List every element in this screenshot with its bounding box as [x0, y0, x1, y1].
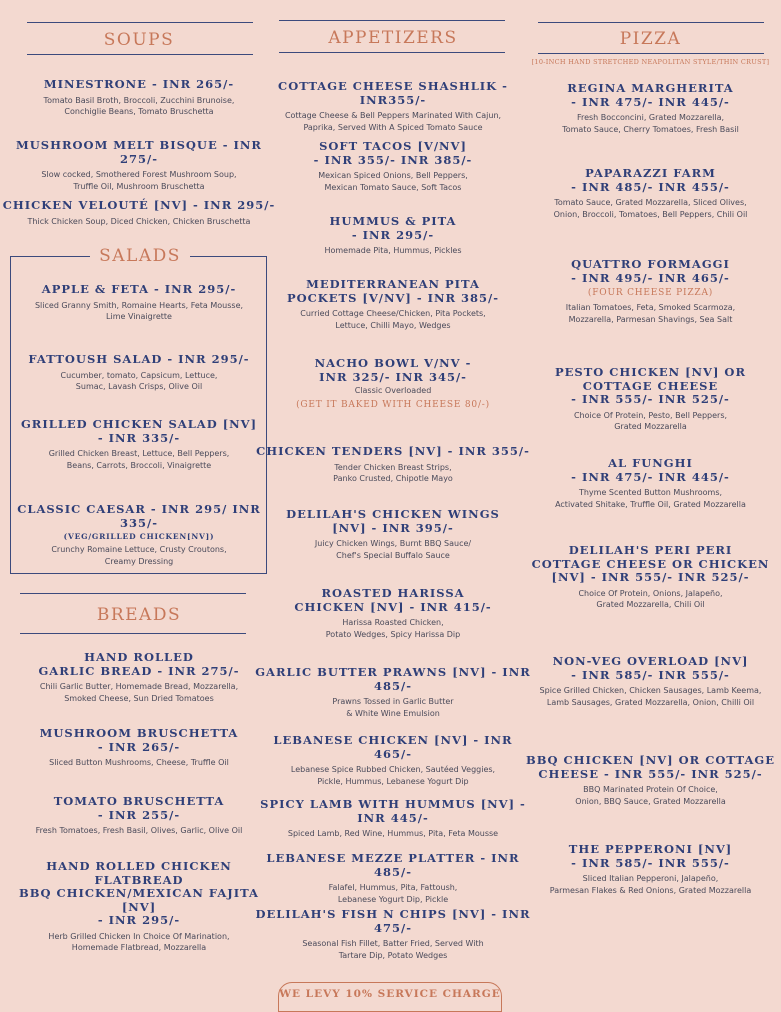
item-name: GRILLED CHICKEN SALAD [NV] - INR 335/-	[20, 417, 258, 445]
pizza-rule-bottom	[538, 53, 764, 54]
item-name: ROASTED HARISSA CHICKEN [NV] - INR 415/-	[294, 586, 492, 614]
item-name: LEBANESE MEZZE PLATTER - INR 485/-	[266, 851, 520, 879]
menu-item	[520, 843, 781, 896]
item-name: COTTAGE CHEESE SHASHLIK - INR355/-	[278, 79, 508, 107]
menu-item	[0, 651, 278, 704]
item-description: Curried Cottage Cheese/Chicken, Pita Pockets, Lettuce, Chilli Mayo, Wedges	[300, 309, 486, 330]
item-description: Chili Garlic Butter, Homemade Bread, Mozzarella, Smoked Cheese, Sun Dried Tomatoes	[39, 682, 239, 703]
item-description: Sliced Button Mushrooms, Cheese, Truffle Oil	[49, 758, 229, 767]
item-description: Tomato Sauce, Grated Mozzarella, Sliced Olives, Onion, Broccoli, Tomatoes, Bell Peppers, Chili Oil	[553, 198, 748, 219]
menu-item	[0, 860, 278, 954]
item-description: Fresh Bocconcini, Grated Mozzarella, Tomato Sauce, Cherry Tomatoes, Fresh Basil	[562, 113, 739, 134]
pizza-rule-top	[538, 22, 764, 23]
item-name: LEBANESE CHICKEN [NV] - INR 465/-	[273, 733, 513, 761]
menu-item	[0, 727, 278, 769]
menu-item	[520, 82, 781, 135]
item-description: Sliced Italian Pepperoni, Jalapeño, Parmesan Flakes & Red Onions, Grated Mozzarella	[549, 874, 752, 895]
item-description: Tomato Basil Broth, Broccoli, Zucchini Brunoise, Conchiglie Beans, Tomato Bruschetta	[43, 95, 235, 116]
breads-rule-bottom	[20, 633, 246, 634]
item-description: Mexican Spiced Onions, Bell Peppers, Mexican Tomato Sauce, Soft Tacos	[318, 171, 468, 192]
menu-item	[253, 80, 533, 133]
left-column	[0, 0, 278, 1000]
item-description: Spiced Lamb, Red Wine, Hummus, Pita, Feta Mousse	[287, 829, 499, 838]
item-name: QUATTRO FORMAGGI - INR 495/- INR 465/-	[571, 257, 730, 285]
right-column	[520, 0, 781, 1000]
item-description: Prawns Tossed in Garlic Butter & White Wine Emulsion	[332, 697, 454, 718]
item-name: HAND ROLLED GARLIC BREAD - INR 275/-	[38, 650, 240, 678]
appetizers-title: APPETIZERS	[328, 28, 458, 48]
soups-title: SOUPS	[103, 30, 175, 50]
item-description: Herb Grilled Chicken In Choice Of Marination, Homemade Flatbread, Mozzarella	[48, 931, 230, 952]
item-name: FATTOUSH SALAD - INR 295/-	[28, 352, 250, 366]
menu-item	[253, 666, 533, 719]
appetizers-rule-top	[279, 20, 505, 21]
menu-item	[0, 78, 278, 118]
item-description: Choice Of Protein, Pesto, Bell Peppers, Grated Mozzarella	[573, 410, 728, 431]
salads-title: SALADS	[90, 246, 190, 266]
item-name: THE PEPPERONI [NV] - INR 585/- INR 555/-	[568, 842, 733, 870]
item-name: TOMATO BRUSCHETTA - INR 255/-	[53, 794, 225, 822]
item-description: Italian Tomatoes, Feta, Smoked Scarmoza, Mozzarella, Parmesan Shavings, Sea Salt	[565, 303, 736, 324]
item-description: Choice Of Protein, Onions, Jalapeño, Grated Mozzarella, Chili Oil	[578, 588, 723, 609]
menu-item	[253, 798, 533, 840]
item-description: Thick Chicken Soup, Diced Chicken, Chicken Bruschetta	[27, 216, 251, 226]
pizza-subtitle: [10-INCH HAND STRETCHED NEAPOLITAN STYLE/THIN CRUST]	[531, 58, 770, 66]
menu-item	[253, 215, 533, 257]
menu-item	[253, 508, 533, 561]
item-description: Seasonal Fish Fillet, Batter Fried, Served With Tartare Dip, Potato Wedges	[302, 939, 484, 960]
menu-item	[253, 445, 533, 485]
item-name: AL FUNGHI - INR 475/- INR 445/-	[571, 456, 730, 484]
item-name: PAPARAZZI FARM - INR 485/- INR 455/-	[571, 166, 730, 194]
item-description: Spice Grilled Chicken, Chicken Sausages, Lamb Keema, Lamb Sausages, Grated Mozzarella, Onion, Chilli Oil	[539, 686, 762, 707]
menu-item	[253, 734, 533, 787]
menu-item	[253, 587, 533, 640]
item-name: BBQ CHICKEN [NV] OR COTTAGE CHEESE - INR 555/- INR 525/-	[526, 753, 775, 781]
breads-title: BREADS	[96, 605, 182, 625]
item-description: Cottage Cheese & Bell Peppers Marinated With Cajun, Paprika, Served With A Spiced Tomato Sauce	[284, 111, 502, 132]
item-note: (VEG/GRILLED CHICKEN[NV])	[63, 532, 215, 541]
item-description: Juicy Chicken Wings, Burnt BBQ Sauce/ Chef's Special Buffalo Sauce	[314, 539, 472, 560]
menu-item	[253, 140, 533, 193]
item-extra: (FOUR CHEESE PIZZA)	[587, 288, 714, 298]
item-name: MUSHROOM MELT BISQUE - INR 275/-	[16, 138, 262, 166]
menu-item	[0, 353, 278, 393]
item-name: HUMMUS & PITA - INR 295/-	[329, 214, 457, 242]
soups-rule-bottom	[27, 54, 253, 55]
menu-item	[520, 754, 781, 807]
menu-item	[0, 139, 278, 192]
menu-item	[0, 199, 278, 227]
menu-item	[520, 655, 781, 708]
item-name: GARLIC BUTTER PRAWNS [NV] - INR 485/-	[255, 665, 531, 693]
service-charge-notice: WE LEVY 10% SERVICE CHARGE	[278, 982, 502, 1012]
item-description: Crunchy Romaine Lettuce, Crusty Croutons, Creamy Dressing	[51, 545, 227, 566]
item-description: BBQ Marinated Protein Of Choice, Onion, BBQ Sauce, Grated Mozzarella	[575, 785, 726, 806]
appetizers-rule-bottom	[279, 52, 505, 53]
item-name: SOFT TACOS [V/NV] - INR 355/- INR 385/-	[313, 139, 473, 167]
breads-rule-top	[20, 593, 246, 594]
menu-item	[520, 167, 781, 220]
item-name: MEDITERRANEAN PITA POCKETS [V/NV] - INR 385/-	[286, 277, 500, 305]
menu-item	[520, 366, 781, 433]
item-name: NACHO BOWL V/NV - INR 325/- INR 345/-	[314, 356, 472, 384]
item-description: Grilled Chicken Breast, Lettuce, Bell Peppers, Beans, Carrots, Broccoli, Vinaigrette	[48, 449, 230, 470]
middle-column	[253, 0, 533, 1000]
menu-item	[0, 418, 278, 471]
item-description: Harissa Roasted Chicken, Potato Wedges, Spicy Harissa Dip	[325, 618, 461, 639]
item-name: APPLE & FETA - INR 295/-	[41, 282, 237, 296]
pizza-title: PIZZA	[619, 29, 682, 49]
item-description: Falafel, Hummus, Pita, Fattoush, Lebanese Yogurt Dip, Pickle	[328, 883, 458, 904]
item-name: DELILAH'S PERI PERI COTTAGE CHEESE OR CHICKEN [NV] - INR 555/- INR 525/-	[531, 543, 770, 584]
item-description: Thyme Scented Button Mushrooms, Activated Shitake, Truffle Oil, Grated Mozzarella	[555, 488, 746, 509]
item-description: Sliced Granny Smith, Romaine Hearts, Feta Mousse, Lime Vinaigrette	[34, 300, 244, 321]
menu-item	[520, 457, 781, 510]
menu-item	[253, 852, 533, 905]
item-description: Slow cocked, Smothered Forest Mushroom Soup, Truffle Oil, Mushroom Bruschetta	[41, 170, 237, 191]
item-name: MUSHROOM BRUSCHETTA - INR 265/-	[39, 726, 239, 754]
item-name: NON-VEG OVERLOAD [NV] - INR 585/- INR 555/-	[552, 654, 749, 682]
soups-rule-top	[27, 22, 253, 23]
item-description: Cucumber, tomato, Capsicum, Lettuce, Sumac, Lavash Crisps, Olive Oil	[60, 370, 218, 391]
menu-item	[0, 503, 278, 567]
item-name: HAND ROLLED CHICKEN FLATBREAD BBQ CHICKEN/MEXICAN FAJITA [NV] - INR 295/-	[19, 859, 259, 927]
menu-item	[253, 278, 533, 331]
menu-item	[0, 795, 278, 837]
item-extra: (GET IT BAKED WITH CHEESE 80/-)	[296, 399, 490, 410]
menu-item	[253, 908, 533, 961]
item-description: Homemade Pita, Hummus, Pickles	[324, 246, 462, 255]
item-description: Lebanese Spice Rubbed Chicken, Sautéed Veggies, Pickle, Hummus, Lebanese Yogurt Dip	[290, 765, 496, 786]
item-name: DELILAH'S CHICKEN WINGS [NV] - INR 395/-	[286, 507, 500, 535]
menu-item	[0, 283, 278, 323]
item-name: CLASSIC CAESAR - INR 295/ INR 335/-	[17, 502, 261, 530]
item-description: Tender Chicken Breast Strips, Panko Crusted, Chipotle Mayo	[333, 462, 453, 483]
item-name: REGINA MARGHERITA - INR 475/- INR 445/-	[567, 81, 734, 109]
menu-item	[253, 357, 533, 411]
item-name: CHICKEN TENDERS [NV] - INR 355/-	[256, 444, 530, 458]
menu-item	[520, 544, 781, 611]
menu-item	[520, 258, 781, 325]
item-description: Fresh Tomatoes, Fresh Basil, Olives, Garlic, Olive Oil	[35, 826, 243, 835]
item-name: DELILAH'S FISH N CHIPS [NV] - INR 475/-	[255, 907, 531, 935]
item-name: SPICY LAMB WITH HUMMUS [NV] - INR 445/-	[260, 797, 526, 825]
item-description: Classic Overloaded	[354, 386, 432, 395]
item-name: CHICKEN VELOUTÉ [NV] - INR 295/-	[2, 198, 276, 212]
item-name: MINESTRONE - INR 265/-	[43, 77, 235, 91]
item-name: PESTO CHICKEN [NV] OR COTTAGE CHEESE - INR 555/- INR 525/-	[554, 365, 747, 406]
